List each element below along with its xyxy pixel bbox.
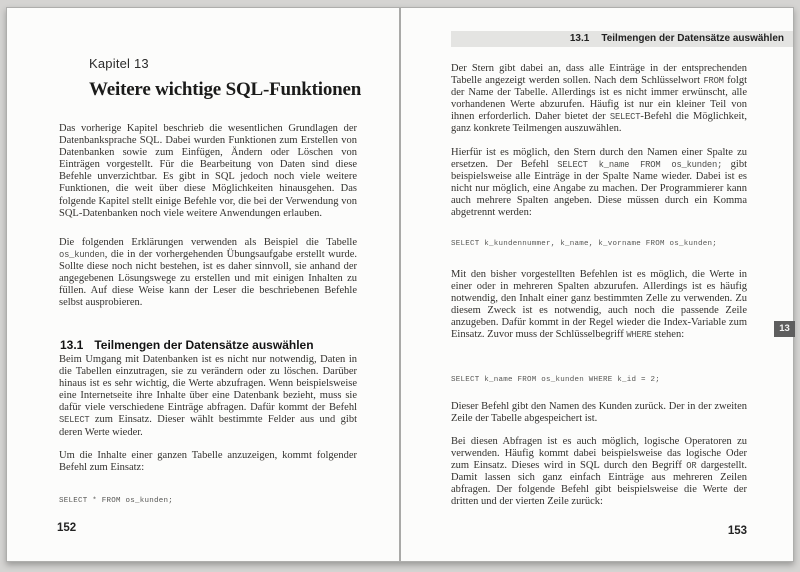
paragraph: Beim Umgang mit Datenbanken ist es nicht nur notwendig, Daten in die Tabellen einzutragen, sie zu verändern oder zu löschen. Darüber hinaus ist es sehr wichtig, die Werte abzufragen. Wenn beispielsweise eine Internetseite ihre Inhalte über eine Datenbank bezieht, muss sie dafür viele verschiedene Einträge abfragen. Dafür kommt der Befehl SELECT zum Einsatz. Dieser wählt bestimmte Felder aus und gibt deren Werte wieder. <box>59 354 357 438</box>
page-number-right: 153 <box>727 525 747 537</box>
paragraph: Der Stern gibt dabei an, dass alle Einträge in der entsprechenden Tabelle angezeigt werden sollen. Nach dem Schlüsselwort FROM folgt der Name der Tabelle. Allerdings ist es nicht immer erwünscht, alle vorhandenen Werte abzurufen. Häufig ist nur ein kleiner Teil von ihnen erforderlich. Daher bietet der SELECT-Befehl die Möglichkeit, ganz konkrete Teilmengen auszuwählen. <box>451 63 747 135</box>
paragraph: Das vorherige Kapitel beschrieb die wesentlichen Grundlagen der Datenbanksprache SQL. Dabei wurden Funktionen zum Erstellen von Datenbanken sowie zum Einfügen, Ändern oder Löschen von Einträgen vorgestellt. Für die Bearbeitung von Daten sind diese Befehle unverzichtbar. Es gibt in SQL jedoch noch viele weitere Funktionen, die weit über diese Möglichkeiten hinausgehen. Das folgende Kapitel stellt einige Befehle vor, die bei der Verwendung von SQL-Datenbanken noch viele weitere Anwendungen erlauben. <box>59 123 357 219</box>
page-number-left: 152 <box>57 522 77 534</box>
running-header-title: Teilmengen der Datensätze auswählen <box>601 33 784 44</box>
code-block: SELECT k_name FROM os_kunden WHERE k_id = 2; <box>451 376 661 384</box>
chapter-kicker: Kapitel 13 <box>89 56 149 71</box>
paragraph: Dieser Befehl gibt den Namen des Kunden zurück. Der in der zweiten Zeile der Tabelle abgespeichert ist. <box>451 401 747 425</box>
running-header <box>451 31 793 47</box>
right-page <box>399 8 795 561</box>
code-block: SELECT k_kundennummer, k_name, k_vorname FROM os_kunden; <box>451 240 718 248</box>
running-header-number: 13.1 <box>569 33 590 44</box>
paragraph: Mit den bisher vorgestellten Befehlen ist es möglich, die Werte in einer oder in mehreren Spalten abzurufen. Allerdings ist es häufig notwendig, den Inhalt einer ganz bestimmten Zelle zu verwenden. Zu diesem Zweck ist es notwendig, auch noch die passende Zeile anzugeben. Dafür kommt in der Regel wieder die Index-Variable zum Einsatz. Zuvor muss der Schlüsselbegriff WHERE stehen: <box>451 269 747 341</box>
section-heading <box>60 338 314 352</box>
paragraph: Hierfür ist es möglich, den Stern durch den Namen einer Spalte zu ersetzen. Der Befehl SELECT k_name FROM os_kunden; gibt beispielsweise alle Einträge in der Spalte Name wieder. Dabei ist es nicht nur möglich, eine Angabe zu machen. Der Programmierer kann auch mehrere Spalten angeben. Diese müssen durch ein Komma abgetrennt werden: <box>451 147 748 219</box>
code-block: SELECT * FROM os_kunden; <box>59 497 174 505</box>
paragraph: Um die Inhalte einer ganzen Tabelle anzuzeigen, kommt folgender Befehl zum Einsatz: <box>59 450 357 474</box>
left-page <box>7 8 399 561</box>
book-spread <box>6 7 794 562</box>
chapter-tab: 13 <box>774 321 795 337</box>
section-number: 13.1 <box>60 338 84 352</box>
chapter-title: Weitere wichtige SQL-Funktionen <box>89 79 362 100</box>
section-title: Teilmengen der Datensätze auswählen <box>94 338 314 352</box>
paragraph: Die folgenden Erklärungen verwenden als Beispiel die Tabelle os_kunden, die in der vorhergehenden Übungsaufgabe erstellt wurde. Sollte diese noch nicht bestehen, ist es daher sinnvoll, sie anhand der angegebenen Lösungswege zu erstellen und mit einigen Inhalten zu füllen. Auf diese Weise kann der Leser die beschriebenen Befehle selbst ausprobieren. <box>59 237 357 309</box>
paragraph: Bei diesen Abfragen ist es auch möglich, logische Operatoren zu verwenden. Häufig kommt dabei beispielsweise das logische Oder zum Einsatz. Dieses wird in SQL durch den Begriff OR dargestellt. Damit lassen sich ganz einfach Einträge aus mehreren Zeilen abfragen. Der folgende Befehl gibt beispielsweise die Werte der dritten und der vierten Zeile zurück: <box>451 436 747 508</box>
